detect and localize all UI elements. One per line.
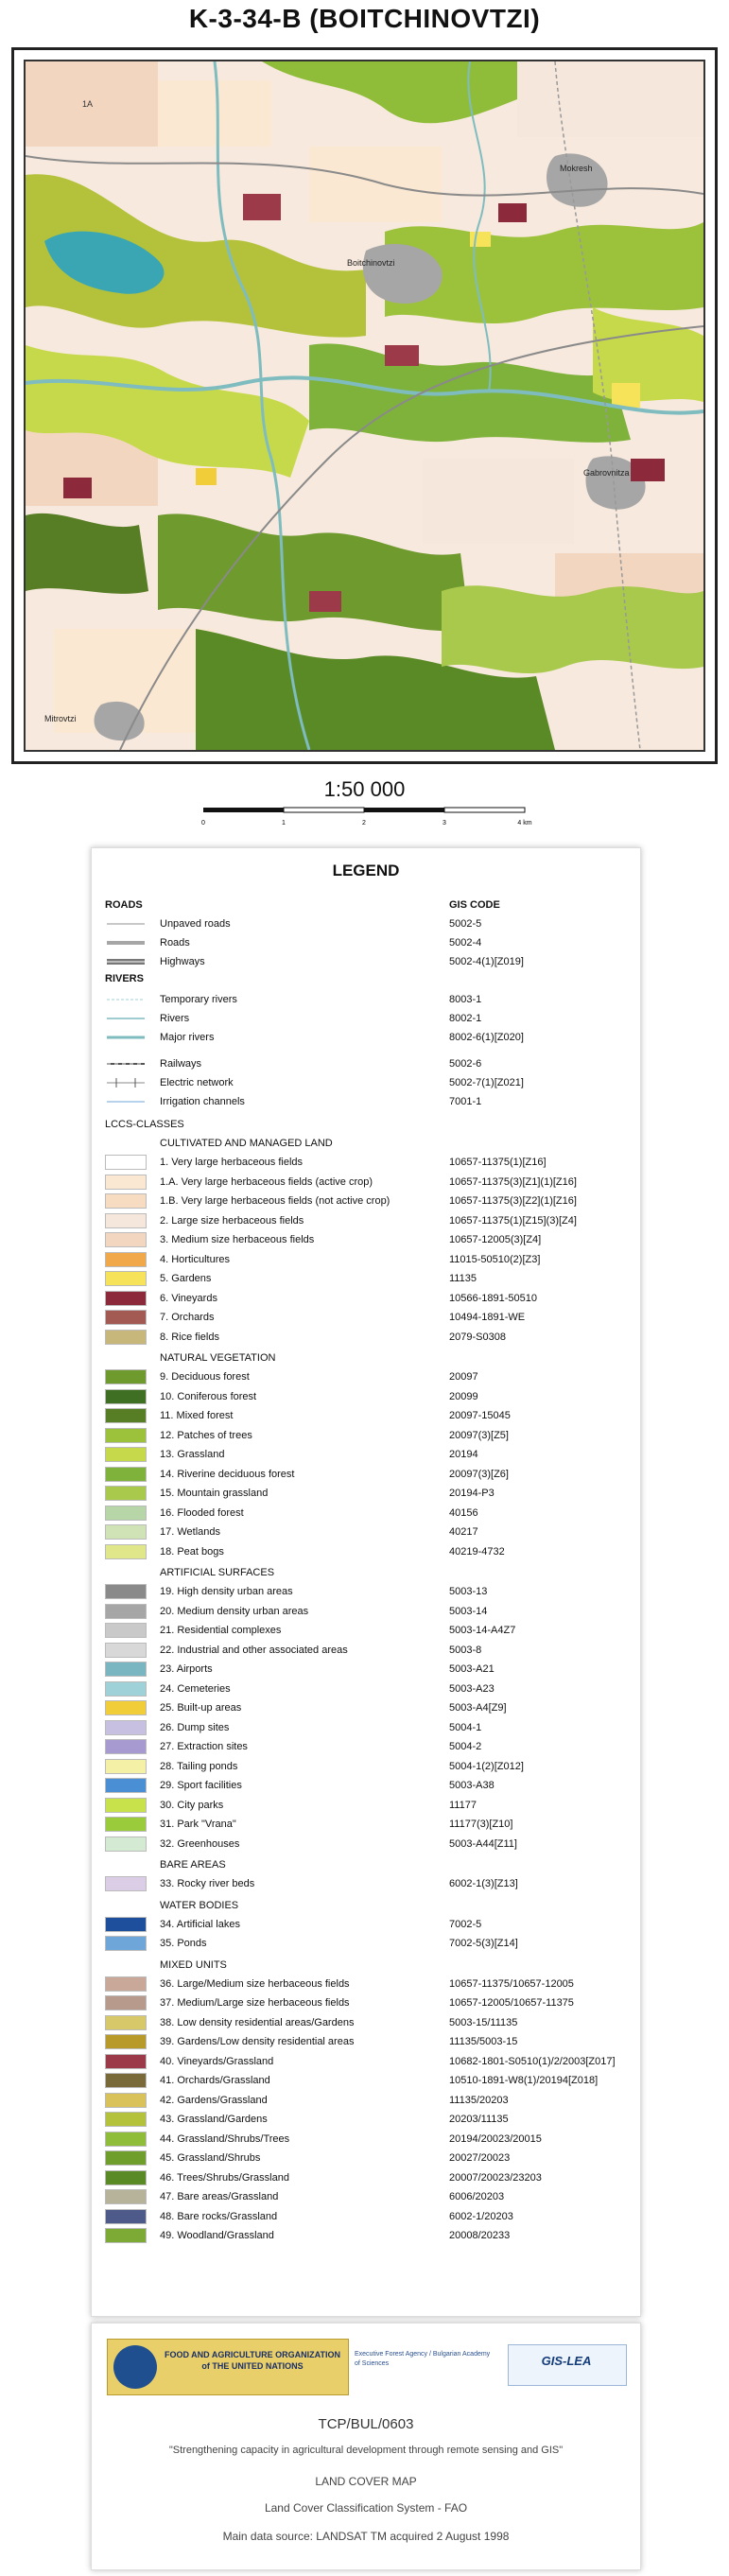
- legend-label: 48. Bare rocks/Grassland: [160, 2210, 278, 2222]
- legend-label: 31. Park "Vrana": [160, 1819, 236, 1830]
- legend-code: 5003-14: [449, 1605, 488, 1617]
- legend-label: 41. Orchards/Grassland: [160, 2075, 270, 2086]
- legend-row: [92, 914, 640, 933]
- road-symbol: [105, 936, 147, 949]
- gis-code-header: GIS CODE: [449, 899, 500, 911]
- fao-emblem-icon: [113, 2345, 157, 2389]
- legend-row: [92, 1230, 640, 1249]
- legend-code: 5004-2: [449, 1741, 482, 1752]
- footer-panel: [91, 2323, 641, 2570]
- legend-label: 18. Peat bogs: [160, 1545, 224, 1558]
- legend-code: 11177(3)[Z10]: [449, 1819, 513, 1830]
- legend-group-header: [92, 1134, 640, 1153]
- legend-code: 20008/20233: [449, 2230, 511, 2241]
- legend-row: [92, 1542, 640, 1561]
- legend-swatch: [105, 1584, 147, 1599]
- legend-label: 10. Coniferous forest: [160, 1390, 257, 1402]
- legend-row: [92, 1484, 640, 1503]
- legend-code: 20097(3)[Z5]: [449, 1429, 509, 1441]
- legend-row: [92, 2187, 640, 2206]
- legend-code: 10657-11375/10657-12005: [449, 1977, 574, 1990]
- legend-row: [92, 1975, 640, 1993]
- group-title: CULTIVATED AND MANAGED LAND: [160, 1138, 333, 1149]
- legend-swatch: [105, 2112, 147, 2127]
- fao-logo: [107, 2339, 349, 2395]
- legend-swatch: [105, 1759, 147, 1774]
- legend-row: [92, 1757, 640, 1776]
- irrigation-channel-symbol: [105, 1095, 147, 1108]
- map-frame: [11, 47, 718, 764]
- legend-code: 10657-11375(3)[Z1](1)[Z16]: [449, 1175, 577, 1188]
- legend-row: [92, 1406, 640, 1425]
- legend-code: 8002-1: [449, 1013, 482, 1024]
- legend-swatch: [105, 1643, 147, 1658]
- fao-name: FOOD AND AGRICULTURE ORGANIZATION of THE UNITED NATIONS: [165, 2350, 340, 2371]
- legend-code: 5002-5: [449, 918, 482, 930]
- legend-label: 42. Gardens/Grassland: [160, 2094, 268, 2106]
- legend-panel: [91, 847, 641, 2317]
- legend-label: 3. Medium size herbaceous fields: [160, 1234, 315, 1245]
- legend-label: 6. Vineyards: [160, 1292, 217, 1304]
- place-label: Mitrovtzi: [44, 714, 77, 723]
- scale-tick: 1: [282, 820, 286, 827]
- legend-swatch: [105, 1193, 147, 1209]
- legend-row: [92, 1582, 640, 1601]
- land-cover-map[interactable]: [26, 61, 703, 750]
- legend-swatch: [105, 1700, 147, 1715]
- legend-code: 7002-5: [449, 1918, 482, 1930]
- legend-code: 20203/11135: [449, 2114, 509, 2125]
- legend-label: 15. Mountain grassland: [160, 1488, 269, 1499]
- legend-swatch: [105, 1310, 147, 1325]
- legend-swatch: [105, 1817, 147, 1832]
- legend-code: 10657-11375(1)[Z16]: [449, 1157, 547, 1168]
- legend-label: 39. Gardens/Low density residential areas: [160, 2036, 355, 2047]
- legend-label: Railways: [160, 1058, 202, 1070]
- railway-symbol: [105, 1057, 147, 1070]
- legend-code: 20097(3)[Z6]: [449, 1468, 509, 1480]
- group-title: BARE AREAS: [160, 1859, 226, 1871]
- legend-code: 5002-4(1)[Z019]: [449, 956, 524, 967]
- legend-row: [92, 1504, 640, 1523]
- legend-row: [92, 1054, 640, 1073]
- legend-code: 5003-A4[Z9]: [449, 1702, 507, 1714]
- legend-row: [92, 1815, 640, 1834]
- legend-row: [92, 2013, 640, 2032]
- legend-swatch: [105, 1739, 147, 1754]
- legend-swatch: [105, 1506, 147, 1521]
- data-source: Main data source: LANDSAT TM acquired 2 August 1998: [222, 2530, 510, 2543]
- legend-code: 6006/20203: [449, 2191, 505, 2202]
- partner-logo-text: Executive Forest Agency / Bulgarian Academy of Sciences: [355, 2351, 491, 2367]
- legend-code: 5003-14-A4Z7: [449, 1625, 516, 1636]
- legend-code: 5002-6: [449, 1058, 482, 1070]
- legend-row: [92, 1934, 640, 1953]
- legend-code: 5003-15/11135: [449, 2016, 518, 2028]
- legend-label: Irrigation channels: [160, 1096, 245, 1107]
- legend-swatch: [105, 2189, 147, 2204]
- legend-code: 11135: [449, 1273, 477, 1284]
- legend-row: [92, 1602, 640, 1621]
- legend-row: [92, 1776, 640, 1795]
- legend-row: [92, 1173, 640, 1192]
- legend-code: 10657-12005(3)[Z4]: [449, 1234, 542, 1245]
- legend-swatch: [105, 1213, 147, 1228]
- legend-label: 1.A. Very large herbaceous fields (active crop): [160, 1175, 373, 1188]
- project-title: "Strengthening capacity in agricultural development through remote sensing and GIS": [168, 2445, 564, 2456]
- legend-swatch: [105, 1175, 147, 1190]
- legend-label: 38. Low density residential areas/Gardens: [160, 2016, 355, 2028]
- legend-label: 44. Grassland/Shrubs/Trees: [160, 2132, 290, 2145]
- legend-group-header: [92, 1956, 640, 1975]
- legend-code: 5002-4: [449, 937, 482, 949]
- legend-code: 10657-12005/10657-11375: [449, 1997, 574, 2009]
- legend-swatch: [105, 1681, 147, 1697]
- legend-row: [92, 1028, 640, 1047]
- legend-label: Unpaved roads: [160, 918, 231, 930]
- section-title: LCCS-CLASSES: [105, 1119, 184, 1130]
- legend-swatch: [105, 1232, 147, 1247]
- legend-code: 8003-1: [449, 994, 482, 1005]
- legend-swatch: [105, 1995, 147, 2010]
- legend-row: [92, 1289, 640, 1308]
- legend-swatch: [105, 2093, 147, 2108]
- legend-label: Electric network: [160, 1077, 234, 1088]
- legend-swatch: [105, 2209, 147, 2224]
- temporary-river-symbol: [105, 993, 147, 1006]
- legend-label: 20. Medium density urban areas: [160, 1605, 309, 1617]
- legend-row: [92, 2110, 640, 2129]
- legend-row: [92, 1153, 640, 1172]
- legend-label: Highways: [160, 956, 205, 967]
- map-area[interactable]: [24, 60, 705, 752]
- legend-swatch: [105, 1876, 147, 1891]
- legend-code: 5004-1(2)[Z012]: [449, 1760, 524, 1772]
- group-title: MIXED UNITS: [160, 1958, 227, 1971]
- legend-label: Major rivers: [160, 1032, 215, 1043]
- legend-swatch: [105, 1604, 147, 1619]
- legend-row: [92, 1308, 640, 1327]
- scale-tick: 4 km: [517, 820, 532, 827]
- group-title: NATURAL VEGETATION: [160, 1352, 276, 1364]
- legend-label: 12. Patches of trees: [160, 1429, 252, 1441]
- legend-swatch: [105, 1778, 147, 1793]
- legend-label: 17. Wetlands: [160, 1526, 221, 1538]
- legend-label: 19. High density urban areas: [160, 1586, 293, 1597]
- legend-section-rivers: [92, 969, 640, 988]
- legend-title: LEGEND: [332, 862, 400, 879]
- legend-row: [92, 990, 640, 1009]
- legend-swatch: [105, 1936, 147, 1951]
- legend-row: [92, 1073, 640, 1092]
- legend-row: [92, 952, 640, 971]
- legend-row: [92, 1250, 640, 1269]
- legend-swatch: [105, 2034, 147, 2049]
- legend-row: [92, 1796, 640, 1815]
- legend-swatch: [105, 1271, 147, 1286]
- legend-label: 1. Very large herbaceous fields: [160, 1157, 304, 1168]
- legend-label: 33. Rocky river beds: [160, 1878, 255, 1889]
- legend-label: 25. Built-up areas: [160, 1702, 242, 1714]
- legend-label: 49. Woodland/Grassland: [160, 2230, 274, 2241]
- legend-code: 11135/5003-15: [449, 2036, 518, 2047]
- legend-row: [92, 1718, 640, 1737]
- classification-system: Land Cover Classification System - FAO: [264, 2501, 468, 2515]
- scale-tick: 3: [443, 820, 446, 827]
- map-type: LAND COVER MAP: [315, 2475, 417, 2488]
- legend-code: 11177: [449, 1799, 477, 1811]
- project-code: TCP/BUL/0603: [318, 2416, 414, 2432]
- legend-group-header: [92, 1855, 640, 1874]
- legend-label: 7. Orchards: [160, 1312, 215, 1323]
- legend-code: 7001-1: [449, 1096, 482, 1107]
- legend-label: 46. Trees/Shrubs/Grassland: [160, 2171, 289, 2184]
- legend-code: 40219-4732: [449, 1545, 505, 1558]
- legend-swatch: [105, 2150, 147, 2166]
- legend-label: Temporary rivers: [160, 994, 237, 1005]
- river-symbol: [105, 1012, 147, 1025]
- legend-label: 30. City parks: [160, 1799, 224, 1811]
- legend-label: Roads: [160, 937, 190, 949]
- legend-swatch: [105, 2170, 147, 2185]
- major-river-symbol: [105, 1031, 147, 1044]
- legend-swatch: [105, 1662, 147, 1677]
- electric-network-symbol: [105, 1076, 147, 1089]
- legend-code: 20194/20023/20015: [449, 2132, 542, 2145]
- legend-code: 20099: [449, 1390, 478, 1402]
- legend-group-header: [92, 1896, 640, 1915]
- legend-swatch: [105, 1330, 147, 1345]
- legend-swatch: [105, 1836, 147, 1852]
- legend-code: 40217: [449, 1526, 478, 1538]
- legend-label: 37. Medium/Large size herbaceous fields: [160, 1997, 350, 2009]
- legend-label: 1.B. Very large herbaceous fields (not active crop): [160, 1195, 391, 1207]
- legend-row: [92, 2207, 640, 2226]
- legend-row: [92, 2130, 640, 2149]
- legend-label: 28. Tailing ponds: [160, 1760, 238, 1772]
- legend-label: 23. Airports: [160, 1663, 213, 1675]
- legend-group-header: [92, 1349, 640, 1367]
- legend-row: [92, 933, 640, 952]
- legend-swatch: [105, 2132, 147, 2147]
- legend-row: [92, 1621, 640, 1640]
- legend-swatch: [105, 1720, 147, 1735]
- legend-code: 8002-6(1)[Z020]: [449, 1032, 524, 1043]
- legend-label: 5. Gardens: [160, 1273, 212, 1284]
- legend-code: 20027/20023: [449, 2152, 511, 2164]
- legend-row: [92, 2052, 640, 2071]
- legend-label: 45. Grassland/Shrubs: [160, 2152, 261, 2164]
- legend-row: [92, 1269, 640, 1288]
- legend-row: [92, 1523, 640, 1541]
- legend-code: 10682-1801-S0510(1)/2/2003[Z017]: [449, 2055, 616, 2067]
- legend-row: [92, 1737, 640, 1756]
- legend-row: [92, 1426, 640, 1445]
- legend-code: 5003-A38: [449, 1780, 495, 1791]
- legend-swatch: [105, 1428, 147, 1443]
- legend-code: 10566-1891-50510: [449, 1292, 537, 1304]
- legend-row: [92, 1328, 640, 1347]
- legend-label: 40. Vineyards/Grassland: [160, 2055, 274, 2067]
- parcel-code-label: 1A: [82, 99, 94, 109]
- legend-code: 5003-A44[Z11]: [449, 1837, 517, 1850]
- legend-label: 4. Horticultures: [160, 1253, 230, 1265]
- legend-code: 2079-S0308: [449, 1331, 506, 1343]
- group-title: WATER BODIES: [160, 1899, 239, 1911]
- legend-label: 11. Mixed forest: [160, 1410, 234, 1421]
- legend-code: 10657-11375(1)[Z15](3)[Z4]: [449, 1214, 577, 1227]
- legend-code: 6002-1/20203: [449, 2210, 513, 2222]
- legend-label: 24. Cemeteries: [160, 1682, 231, 1695]
- legend-swatch: [105, 1291, 147, 1306]
- legend-row: [92, 1445, 640, 1464]
- legend-label: 8. Rice fields: [160, 1331, 219, 1343]
- legend-row: [92, 1009, 640, 1028]
- highway-symbol: [105, 955, 147, 968]
- legend-code: 11015-50510(2)[Z3]: [449, 1253, 541, 1265]
- legend-row: [92, 1641, 640, 1660]
- legend-label: 27. Extraction sites: [160, 1741, 248, 1752]
- place-label: Gabrovnitza: [583, 468, 630, 478]
- legend-code: 20194: [449, 1449, 478, 1460]
- legend-swatch: [105, 2054, 147, 2069]
- legend-label: 35. Ponds: [160, 1938, 207, 1949]
- legend-swatch: [105, 1467, 147, 1482]
- legend-label: 9. Deciduous forest: [160, 1371, 250, 1383]
- legend-label: 29. Sport facilities: [160, 1780, 242, 1791]
- legend-label: 36. Large/Medium size herbaceous fields: [160, 1977, 350, 1990]
- legend-code: 6002-1(3)[Z13]: [449, 1878, 518, 1889]
- legend-swatch: [105, 1917, 147, 1932]
- legend-row: [92, 1465, 640, 1484]
- legend-row: [92, 1387, 640, 1406]
- legend-label: 13. Grassland: [160, 1449, 225, 1460]
- legend-swatch: [105, 1155, 147, 1170]
- legend-label: 26. Dump sites: [160, 1721, 230, 1733]
- legend-swatch: [105, 1524, 147, 1540]
- unpaved-road-symbol: [105, 917, 147, 931]
- legend-row: [92, 1092, 640, 1111]
- legend-swatch: [105, 1252, 147, 1267]
- legend-row: [92, 1915, 640, 1934]
- legend-row: [92, 1835, 640, 1854]
- satellite-logo-text: GIS-LEA: [541, 2354, 592, 2368]
- legend-row: [92, 1192, 640, 1210]
- legend-code: 5003-A21: [449, 1663, 495, 1675]
- legend-row: [92, 1680, 640, 1698]
- legend-row: [92, 2168, 640, 2187]
- legend-label: 21. Residential complexes: [160, 1625, 282, 1636]
- legend-code: 5003-A23: [449, 1682, 495, 1695]
- legend-label: 16. Flooded forest: [160, 1506, 244, 1519]
- legend-swatch: [105, 2073, 147, 2088]
- legend-row: [92, 2032, 640, 2051]
- legend-swatch: [105, 1798, 147, 1813]
- legend-code: 20007/20023/23203: [449, 2171, 542, 2184]
- legend-swatch: [105, 1408, 147, 1423]
- map-title: K-3-34-B (BOITCHINOVTZI): [188, 4, 541, 33]
- place-label: Boitchinovtzi: [347, 258, 395, 268]
- scale-tick: 2: [362, 820, 366, 827]
- legend-code: 5002-7(1)[Z021]: [449, 1077, 524, 1088]
- legend-code: 7002-5(3)[Z14]: [449, 1938, 518, 1949]
- scale-bar: [194, 806, 534, 830]
- legend-code: 11135/20203: [449, 2094, 509, 2106]
- legend-label: 2. Large size herbaceous fields: [160, 1214, 304, 1227]
- legend-code: 20097-15045: [449, 1410, 511, 1421]
- legend-code: 20194-P3: [449, 1488, 495, 1499]
- legend-row: [92, 2071, 640, 2090]
- legend-swatch: [105, 1486, 147, 1501]
- place-label: Mokresh: [560, 164, 593, 173]
- legend-label: Rivers: [160, 1013, 190, 1024]
- legend-swatch: [105, 1976, 147, 1992]
- legend-label: 22. Industrial and other associated areas: [160, 1644, 348, 1656]
- legend-swatch: [105, 1389, 147, 1404]
- legend-swatch: [105, 1369, 147, 1384]
- legend-group-header: [92, 1563, 640, 1582]
- legend-label: 43. Grassland/Gardens: [160, 2114, 268, 2125]
- legend-swatch: [105, 2015, 147, 2030]
- legend-swatch: [105, 1544, 147, 1559]
- legend-row: [92, 2226, 640, 2245]
- section-title: ROADS: [105, 899, 143, 911]
- scale-tick: 0: [201, 820, 205, 827]
- legend-row: [92, 1367, 640, 1386]
- legend-swatch: [105, 1623, 147, 1638]
- legend-row: [92, 1874, 640, 1893]
- scale-text: 1:50 000: [323, 777, 406, 801]
- legend-section-lccs: [92, 1115, 640, 1134]
- legend-code: 10494-1891-WE: [449, 1312, 526, 1323]
- legend-swatch: [105, 2228, 147, 2243]
- legend-row: [92, 1993, 640, 2012]
- legend-row: [92, 1660, 640, 1679]
- legend-swatch: [105, 1447, 147, 1462]
- legend-label: 32. Greenhouses: [160, 1837, 240, 1850]
- legend-code: 5004-1: [449, 1721, 482, 1733]
- legend-label: 34. Artificial lakes: [160, 1918, 240, 1930]
- legend-code: 40156: [449, 1506, 478, 1519]
- legend-label: 47. Bare areas/Grassland: [160, 2191, 279, 2202]
- group-title: ARTIFICIAL SURFACES: [160, 1567, 275, 1578]
- legend-row: [92, 1698, 640, 1717]
- legend-code: 10510-1891-W8(1)/20194[Z018]: [449, 2075, 599, 2086]
- legend-row: [92, 2149, 640, 2167]
- section-title: RIVERS: [105, 973, 144, 984]
- legend-code: 5003-8: [449, 1644, 482, 1656]
- legend-row: [92, 2091, 640, 2110]
- legend-code: 20097: [449, 1371, 478, 1383]
- legend-code: 5003-13: [449, 1586, 488, 1597]
- legend-row: [92, 1211, 640, 1230]
- legend-label: 14. Riverine deciduous forest: [160, 1468, 295, 1480]
- legend-code: 10657-11375(3)[Z2](1)[Z16]: [449, 1195, 577, 1207]
- legend-section-roads: [92, 896, 640, 914]
